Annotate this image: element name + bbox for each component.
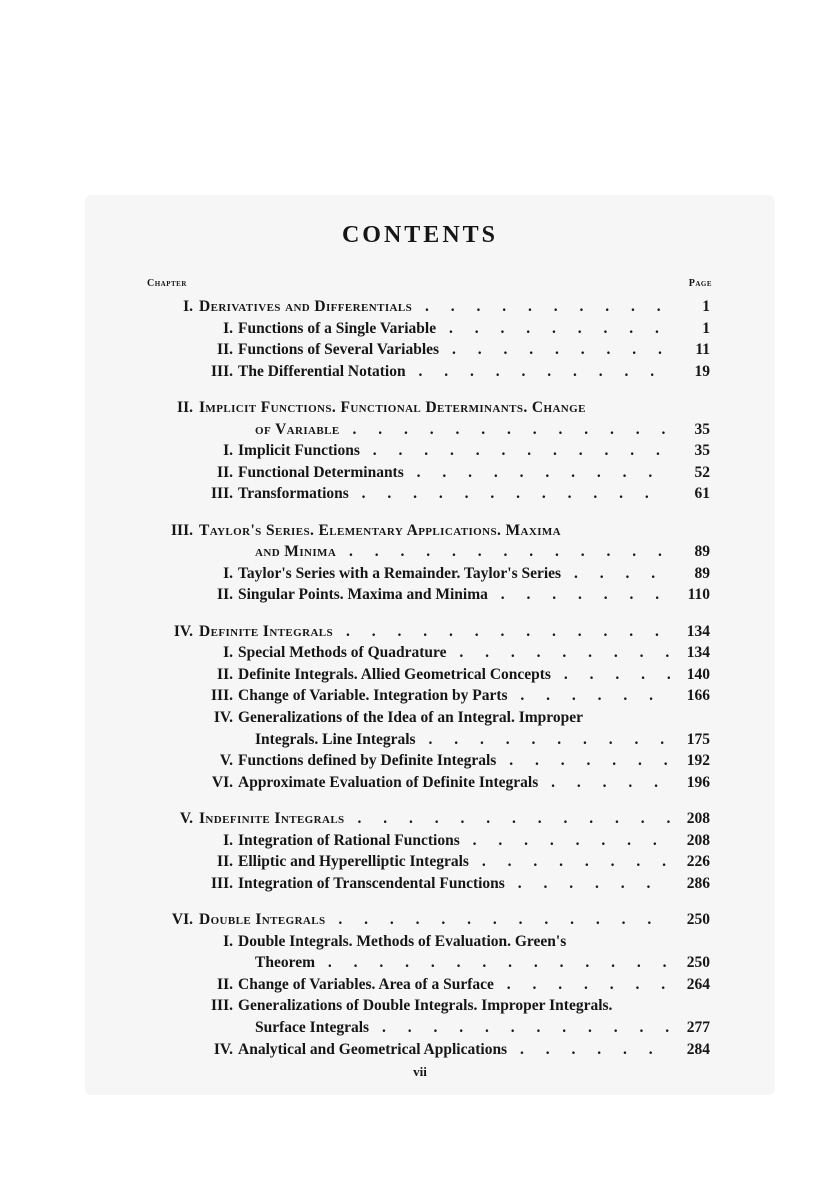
- chapter-heading-continued: [0, 541, 840, 563]
- section-entry-title: Generalizations of Double Integrals. Improper Integrals.: [238, 997, 613, 1015]
- section-entry: [0, 931, 840, 953]
- section-entry-title: Functions defined by Definite Integrals . . .: [238, 750, 670, 772]
- section-entry-title: Change of Variable. Integration by Parts . . .: [238, 685, 670, 707]
- section-entry-title: Elliptic and Hyperelliptic Integrals . . .: [238, 851, 670, 873]
- section-entry: [0, 462, 840, 484]
- section-entry-title: Functional Determinants . . .: [238, 462, 670, 484]
- section-entry-continued-title: Theorem . . .: [255, 952, 670, 974]
- section-entry: [0, 707, 840, 729]
- chapter-heading-title: Indefinite Integrals . . .: [199, 808, 670, 830]
- section-entry-title: Special Methods of Quadrature . . .: [238, 642, 670, 664]
- section-entry-number: III.: [211, 874, 233, 892]
- section-entry-title: Functions of Several Variables . . .: [238, 339, 670, 361]
- section-entry: [0, 339, 840, 361]
- section-entry-continued-title: Integrals. Line Integrals . . .: [255, 729, 670, 751]
- section-entry-title: Implicit Functions . . .: [238, 440, 670, 462]
- section-entry-number: I.: [223, 319, 233, 337]
- section-entry: [0, 995, 840, 1017]
- chapter-heading-continued-page: 89: [694, 543, 710, 561]
- section-entry-number: I.: [223, 644, 233, 662]
- section-entry: [0, 642, 840, 664]
- section-entry: [0, 974, 840, 996]
- section-entry-title: Double Integrals. Methods of Evaluation. Green's: [238, 932, 567, 950]
- section-entry-number: II.: [217, 853, 233, 871]
- page-title: CONTENTS: [341, 222, 499, 248]
- section-entry-title: Taylor's Series with a Remainder. Taylor's Series . . .: [238, 563, 670, 585]
- section-entry-number: I.: [223, 932, 233, 950]
- section-entry-page: 110: [687, 586, 710, 604]
- chapter-heading-number: II.: [177, 399, 193, 416]
- chapter-heading-number: IV.: [173, 622, 193, 640]
- section-entry-title: Definite Integrals. Allied Geometrical Concepts . . .: [238, 664, 670, 686]
- chapter-heading: [0, 296, 840, 318]
- section-entry: [0, 483, 840, 505]
- section-entry: [0, 750, 840, 772]
- section-entry-page: 196: [686, 773, 710, 791]
- section-entry: [0, 873, 840, 895]
- section-entry: [0, 772, 840, 794]
- chapter-heading-title: Implicit Functions. Functional Determinants. Change: [199, 399, 586, 416]
- section-entry-continued-page: 277: [686, 1019, 710, 1036]
- section-entry-title: Transformations . . .: [238, 483, 670, 505]
- chapter-heading-continued-title: and Minima . . .: [255, 541, 670, 563]
- section-entry: [0, 830, 840, 852]
- section-entry-continued-title: Surface Integrals . . .: [255, 1017, 670, 1039]
- section-entry-page: 134: [686, 644, 710, 662]
- section-entry-page: 11: [695, 341, 710, 359]
- section-entry-page: 19: [694, 362, 710, 380]
- section-entry-number: II.: [217, 341, 233, 359]
- chapter-heading-number: I.: [183, 298, 193, 315]
- section-entry-continued: [0, 952, 840, 974]
- section-entry: [0, 584, 840, 606]
- section-entry-title: Integration of Rational Functions . . .: [238, 830, 670, 852]
- chapter-heading-continued-title: of Variable . . .: [255, 419, 670, 441]
- chapter-heading-page: 1: [702, 298, 710, 315]
- section-entry-page: 35: [694, 442, 710, 460]
- section-entry-number: IV.: [213, 709, 233, 726]
- section-entry-page: 226: [686, 853, 710, 871]
- chapter-heading: [0, 909, 840, 931]
- page-number: vii: [413, 1064, 427, 1079]
- section-entry-continued-page: 175: [686, 730, 710, 748]
- section-entry: [0, 318, 840, 340]
- section-entry-title: Approximate Evaluation of Definite Integrals . . .: [238, 772, 670, 794]
- chapter-heading-title: Definite Integrals . . .: [199, 621, 670, 643]
- section-entry-number: I.: [223, 831, 233, 849]
- section-entry: [0, 1039, 840, 1061]
- section-entry-title: Functions of a Single Variable . . .: [238, 318, 670, 340]
- section-entry: [0, 685, 840, 707]
- section-entry-number: I.: [223, 442, 233, 460]
- chapter-heading-page: 250: [686, 911, 710, 928]
- section-entry-number: I.: [223, 564, 233, 582]
- section-entry: [0, 440, 840, 462]
- section-entry-page: 264: [686, 975, 710, 993]
- chapter-heading-continued-page: 35: [694, 420, 710, 438]
- chapter-heading: [0, 808, 840, 830]
- section-entry-number: II.: [217, 586, 233, 604]
- section-entry-page: 140: [686, 665, 710, 683]
- page-column-header: Page: [688, 278, 712, 289]
- section-entry-continued: [0, 1017, 840, 1039]
- section-entry-title: Change of Variables. Area of a Surface . . .: [238, 974, 670, 996]
- section-entry-continued: [0, 729, 840, 751]
- section-entry-title: The Differential Notation . . .: [238, 361, 670, 383]
- chapter-heading-title: Taylor's Series. Elementary Applications. Maxima: [199, 521, 562, 539]
- section-entry-title: Generalizations of the Idea of an Integral. Improper: [238, 709, 583, 726]
- section-entry-title: Singular Points. Maxima and Minima . . .: [238, 584, 670, 606]
- section-entry: [0, 851, 840, 873]
- section-entry-number: III.: [211, 485, 233, 503]
- section-entry-page: 284: [686, 1040, 710, 1058]
- chapter-heading-number: V.: [179, 810, 193, 827]
- section-entry-page: 286: [686, 874, 710, 892]
- section-entry-continued-page: 250: [686, 954, 710, 972]
- chapter-heading-page: 208: [686, 810, 710, 827]
- chapter-heading-title: Derivatives and Differentials . . .: [199, 296, 670, 318]
- chapter-heading-continued: [0, 419, 840, 441]
- chapter-heading: [0, 621, 840, 643]
- section-entry-number: VI.: [211, 773, 233, 791]
- section-entry-page: 192: [686, 752, 710, 770]
- section-entry-page: 52: [694, 463, 710, 481]
- section-entry-number: II.: [217, 463, 233, 481]
- chapter-heading: [0, 397, 840, 419]
- chapter-heading-title: Double Integrals . . .: [199, 909, 670, 931]
- section-entry-number: III.: [211, 687, 233, 705]
- section-entry: [0, 664, 840, 686]
- chapter-heading-page: 134: [686, 622, 710, 640]
- section-entry-page: 61: [694, 485, 710, 503]
- section-entry: [0, 563, 840, 585]
- section-entry-number: III.: [211, 362, 233, 380]
- section-entry-page: 208: [686, 831, 710, 849]
- section-entry: [0, 361, 840, 383]
- chapter-heading-number: III.: [171, 521, 193, 539]
- section-entry-number: IV.: [213, 1040, 233, 1058]
- chapter-heading: [0, 520, 840, 542]
- section-entry-number: II.: [217, 975, 233, 993]
- section-entry-number: II.: [217, 665, 233, 683]
- section-entry-page: 89: [694, 564, 710, 582]
- chapter-column-header: Chapter: [147, 278, 187, 289]
- chapter-heading-number: VI.: [171, 911, 193, 928]
- section-entry-number: V.: [219, 752, 233, 770]
- section-entry-page: 1: [702, 319, 710, 337]
- section-entry-page: 166: [686, 687, 710, 705]
- section-entry-number: III.: [211, 997, 233, 1015]
- section-entry-title: Analytical and Geometrical Applications . . .: [238, 1039, 670, 1061]
- section-entry-title: Integration of Transcendental Functions . . .: [238, 873, 670, 895]
